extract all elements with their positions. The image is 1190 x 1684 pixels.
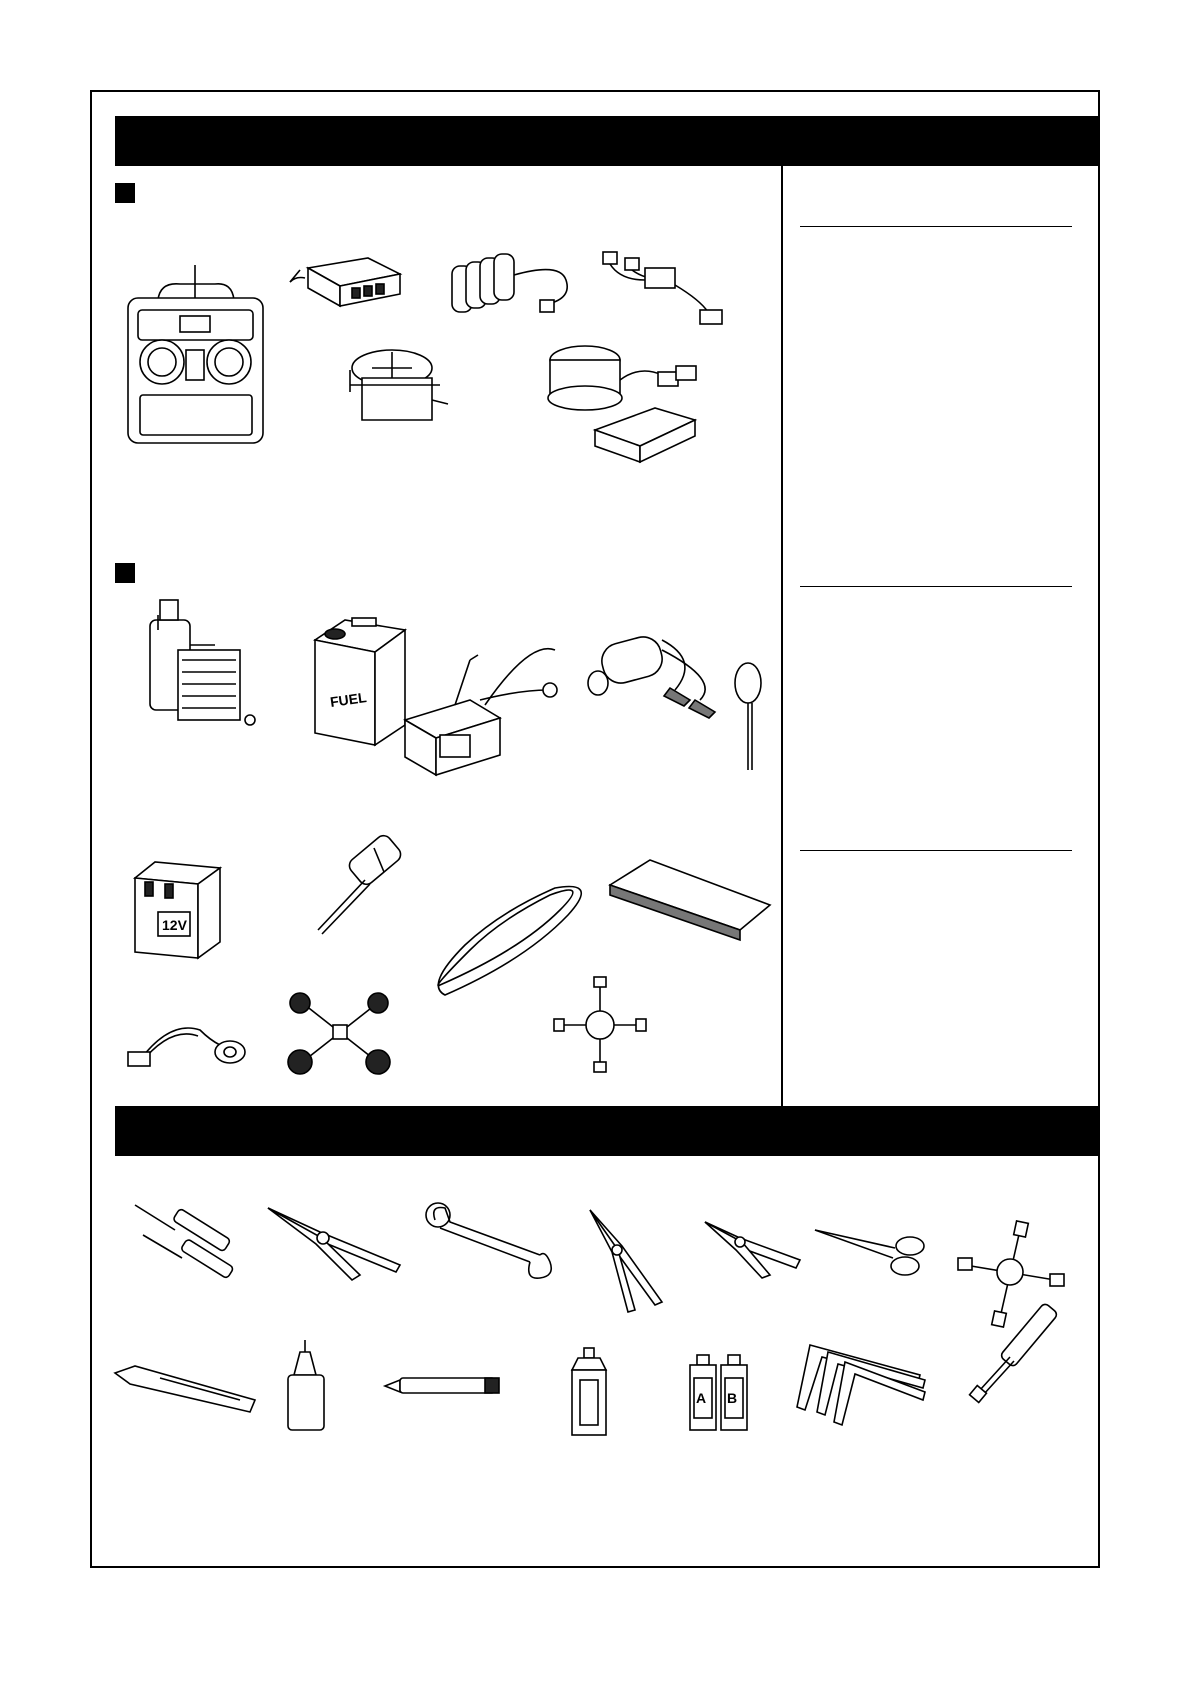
side-cutters-illustration	[705, 1222, 800, 1278]
scissors-illustration	[815, 1230, 924, 1275]
marker-illustration	[385, 1378, 499, 1393]
long-nose-pliers-illustration	[590, 1210, 662, 1312]
hobby-knife-illustration	[115, 1366, 255, 1412]
fuel-can-label: FUEL	[329, 689, 368, 711]
starter-shaft-illustration	[128, 1028, 245, 1066]
glow-plug-booster-illustration	[405, 649, 557, 775]
12v-battery-illustration	[135, 862, 220, 958]
gyro-illustration	[548, 346, 696, 462]
glow-driver-illustration	[318, 832, 404, 934]
switch-harness-illustration	[603, 252, 722, 324]
battery-label: 12V	[162, 917, 187, 933]
hex-keys-illustration	[797, 1345, 925, 1425]
servo-illustration	[350, 350, 448, 420]
transmitter-illustration	[128, 265, 263, 443]
tube-a-label: A	[696, 1390, 707, 1406]
open-wrench-illustration	[426, 1203, 551, 1278]
needle-nose-pliers-illustration	[268, 1208, 400, 1280]
foam-sheet-illustration	[610, 860, 770, 940]
engine-illustration	[150, 600, 255, 725]
receiver-illustration	[290, 258, 400, 306]
screwdrivers-illustration	[135, 1205, 234, 1279]
epoxy-tubes-illustration	[690, 1355, 747, 1430]
tube-b-label: B	[727, 1390, 738, 1406]
starter-illustration	[588, 633, 715, 718]
socket-cross-illustration	[554, 977, 646, 1072]
cross-wrench-illustration	[288, 993, 390, 1074]
glue-bottle-illustration	[288, 1340, 324, 1430]
fuel-tube-illustration	[438, 887, 581, 995]
fuel-can-illustration	[315, 618, 405, 745]
nut-driver-illustration	[970, 1302, 1059, 1402]
grease-tube-illustration	[572, 1348, 606, 1435]
glow-plug-wrench-illustration	[735, 663, 761, 770]
battery-pack-illustration	[452, 254, 567, 312]
